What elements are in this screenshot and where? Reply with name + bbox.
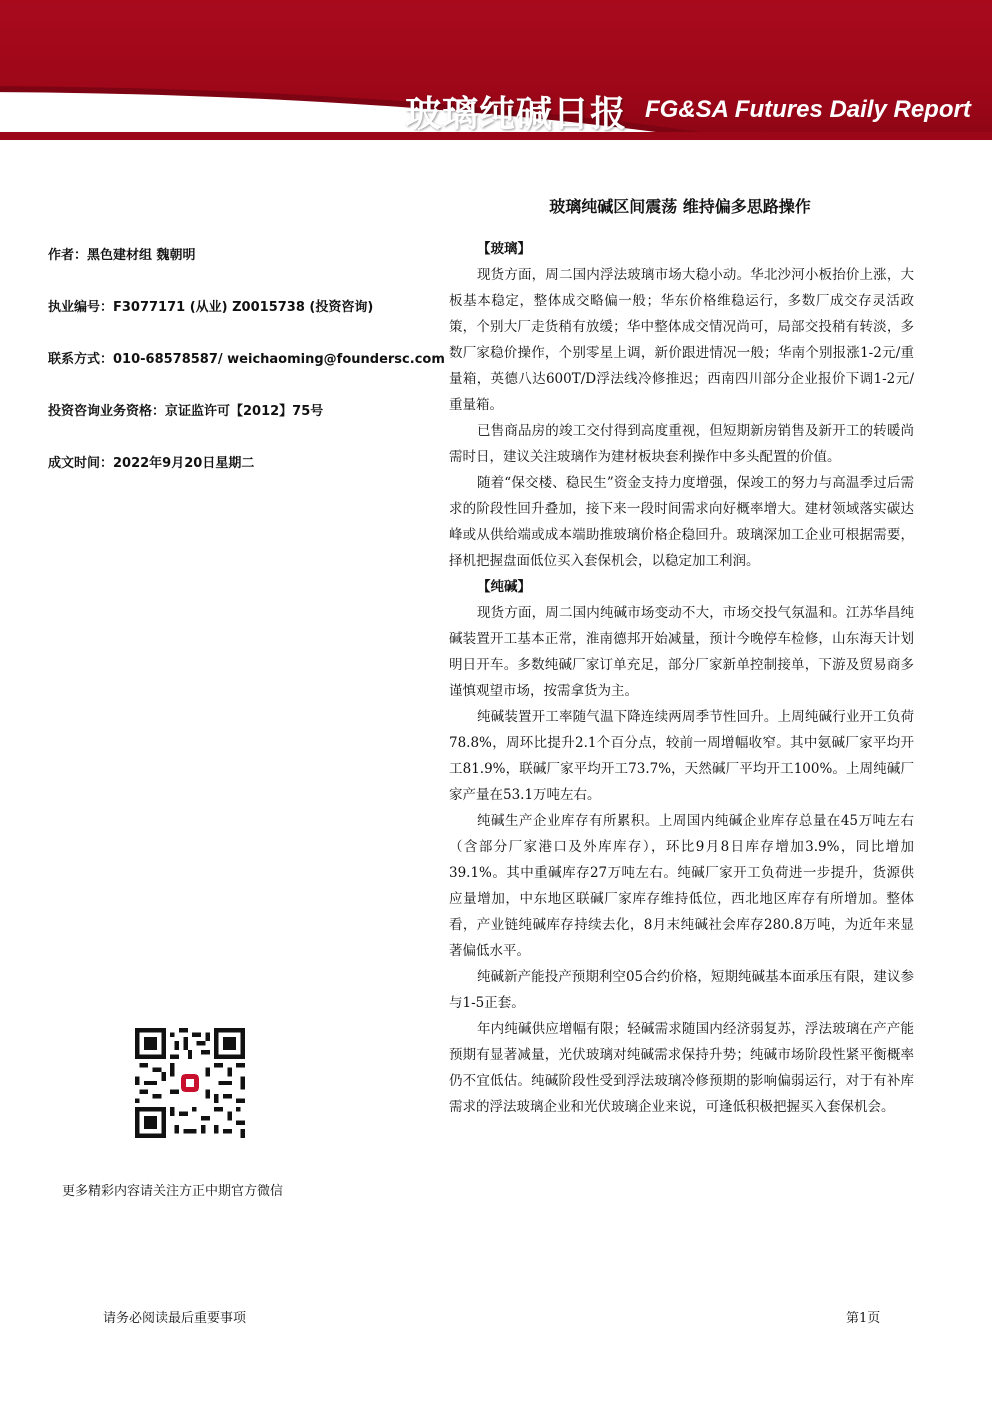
paragraph: 现货方面，周二国内纯碱市场变动不大，市场交投气氛温和。江苏华昌纯碱装置开工基本正常，淮南德邦开始减量，预计今晚停车检修，山东海天计划明日开车。多数纯碱厂家订单充足，部分厂家新单控制接单，下游及贸易商多谨慎观望市场，按需拿货为主。 — [449, 605, 914, 699]
contact-line: 联系方式：010-68578587/ weichaoming@foundersc.com — [48, 352, 445, 367]
qr-caption: 更多精彩内容请关注方正中期官方微信 — [62, 1184, 284, 1199]
section-heading-glass: 【玻璃】 — [477, 241, 531, 257]
paragraph: 纯碱生产企业库存有所累积。上周国内纯碱企业库存总量在45万吨左右（含部分厂家港口及外库库存），环比9月8日库存增加3.9%，同比增加39.1%。其中重碱库存27万吨左右。纯碱厂家开工负荷进一步提升，货源供应量增加，中东地区联碱厂家库存维持低位，西北地区库存有所增加。整体看，产业链纯碱库存持续去化，8月末纯碱社会库存280.8万吨，为近年来显著偏低水平。 — [449, 813, 914, 959]
paragraph: 随着“保交楼、稳民生”资金支持力度增强，保竣工的努力与高温季过后需求的阶段性回升叠加，接下来一段时间需求向好概率增大。建材领域落实碳达峰或从供给端或成本端助推玻璃价格企稳回升。玻璃深加工企业可根据需要，择机把握盘面低位买入套保机会，以稳定加工利润。 — [449, 475, 914, 569]
paragraph: 纯碱新产能投产预期利空05合约价格，短期纯碱基本面承压有限，建议参与1-5正套。 — [449, 969, 914, 1011]
footer-disclaimer: 请务必阅读最后重要事项 — [103, 1311, 247, 1326]
paragraph: 现货方面，周二国内浮法玻璃市场大稳小动。华北沙河小板抬价上涨，大板基本稳定，整体成交略偏一般；华东价格维稳运行，多数厂成交存灵活政策，个别大厂走货稍有放缓；华中整体成交情况尚可，局部交投稍有转淡，多数厂家稳价操作，个别零星上调，新价跟进情况一般；华南个别报涨1-2元/重量箱，英德八达600T/D浮法线冷修推迟；西南四川部分企业报价下调1-2元/重量箱。 — [449, 267, 914, 413]
paragraph: 已售商品房的竣工交付得到高度重视，但短期新房销售及新开工的转暖尚需时日，建议关注玻璃作为建材板块套利操作中多头配置的价值。 — [449, 423, 914, 465]
author-line: 作者：黑色建材组 魏朝明 — [48, 248, 196, 263]
report-title-en: FG&SA Futures Daily Report — [645, 96, 971, 123]
page-number: 第1页 — [846, 1311, 881, 1326]
wechat-qr-code[interactable] — [135, 1028, 245, 1138]
report-body — [449, 236, 914, 1120]
section-heading-soda-ash: 【纯碱】 — [477, 579, 531, 595]
license-line: 执业编号：F3077171 (从业) Z0015738 (投资咨询) — [48, 300, 374, 315]
qualification-line: 投资咨询业务资格：京证监许可【2012】75号 — [48, 404, 324, 419]
headline: 玻璃纯碱区间震荡 维持偏多思路操作 — [549, 197, 811, 216]
report-title-cn: 玻璃纯碱日报 — [405, 94, 628, 135]
date-line: 成文时间：2022年9月20日星期二 — [48, 456, 255, 471]
paragraph: 年内纯碱供应增幅有限；轻碱需求随国内经济弱复苏，浮法玻璃在产产能预期有显著减量，光伏玻璃对纯碱需求保持升势；纯碱市场阶段性紧平衡概率仍不宜低估。纯碱阶段性受到浮法玻璃冷修预期的影响偏弱运行，对于有补库需求的浮法玻璃企业和光伏玻璃企业来说，可逢低积极把握买入套保机会。 — [449, 1021, 914, 1115]
paragraph: 纯碱装置开工率随气温下降连续两周季节性回升。上周纯碱行业开工负荷78.8%，周环比提升2.1个百分点，较前一周增幅收窄。其中氨碱厂家平均开工81.9%，联碱厂家平均开工73.7%，天然碱厂平均开工100%。上周纯碱厂家产量在53.1万吨左右。 — [449, 709, 914, 803]
